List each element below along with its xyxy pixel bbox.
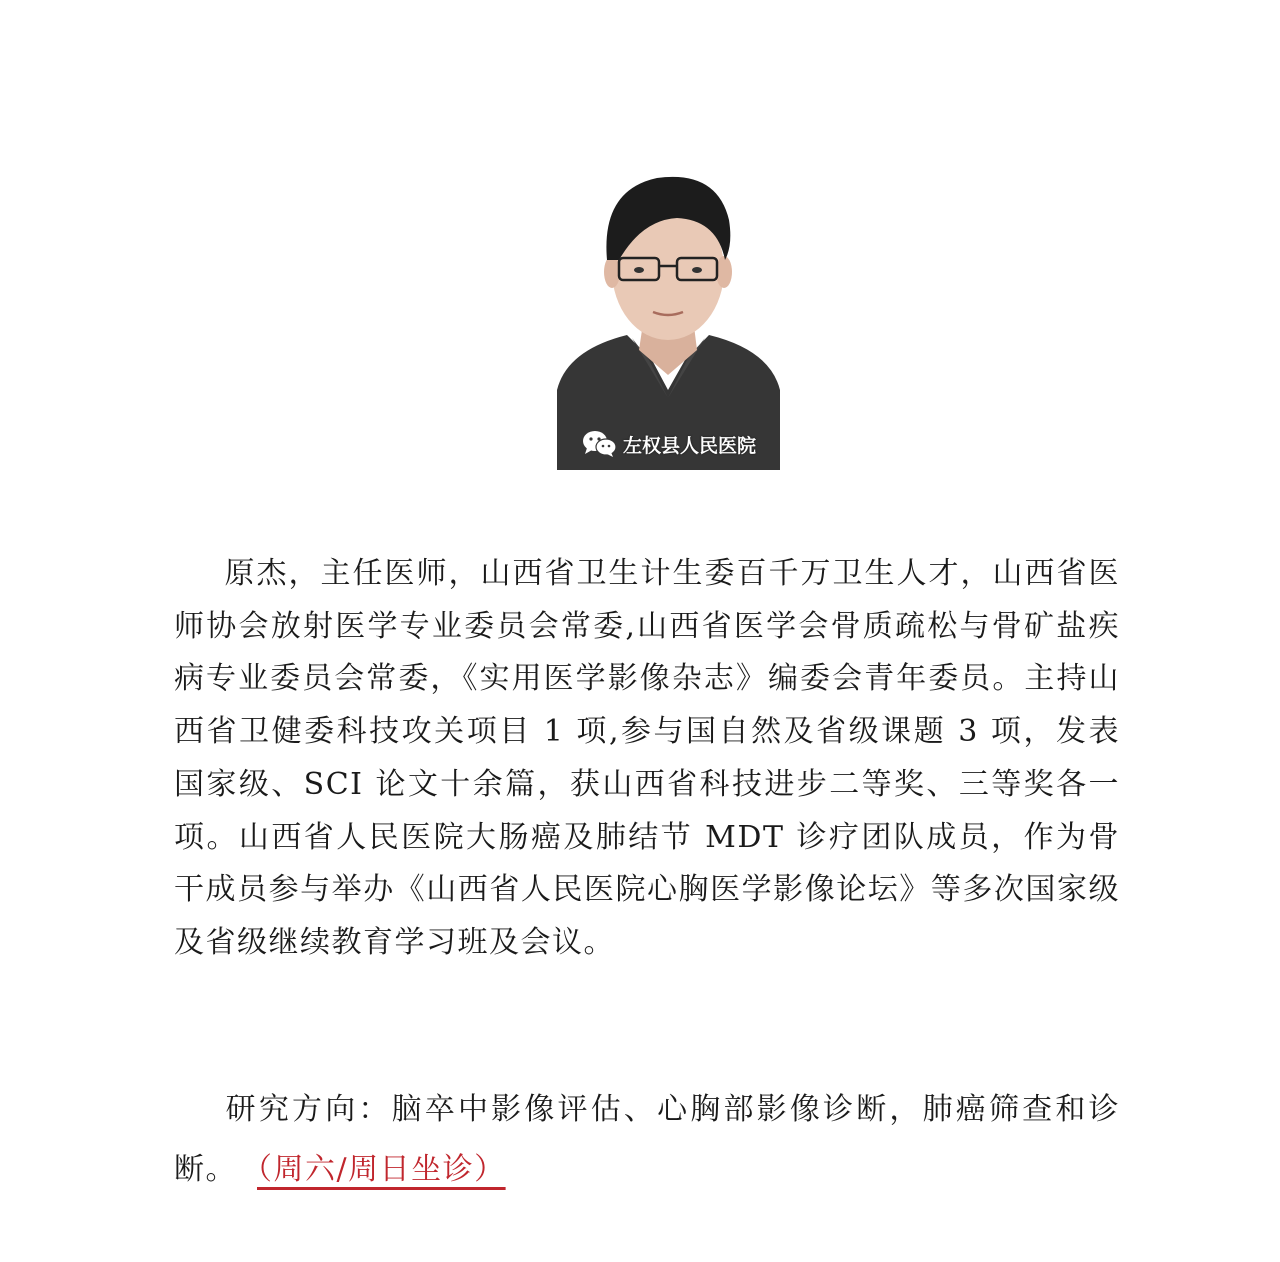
research-text: 研究方向：脑卒中影像评估、心胸部影像诊断，肺癌筛查和诊断。 [174, 1092, 1120, 1187]
wechat-icon [581, 430, 617, 458]
watermark-text: 左权县人民医院 [622, 434, 756, 457]
clinic-schedule-note: （周六/周日坐诊） [257, 1152, 506, 1187]
research-paragraph [174, 1080, 1120, 1200]
bio-paragraph [174, 548, 1120, 970]
photo-watermark [557, 418, 780, 470]
doctor-portrait [557, 160, 780, 470]
bio-text: 原杰，主任医师，山西省卫生计生委百千万卫生人才，山西省医师协会放射医学专业委员会常委,山西省医学会骨质疏松与骨矿盐疾病专业委员会常委，《实用医学影像杂志》编委会青年委员。主持山西省卫健委科技攻关项目 1 项,参与国自然及省级课题 3 项，发表国家级、SCI 论文十余篇，获山西省科技进步二等奖、三等奖各一项。山西省人民医院大肠癌及肺结节 MDT 诊疗团队成员，作为骨干成员参与举办《山西省人民医院心胸医学影像论坛》等多次国家级及省级继续教育学习班及会议。 [174, 556, 1120, 960]
